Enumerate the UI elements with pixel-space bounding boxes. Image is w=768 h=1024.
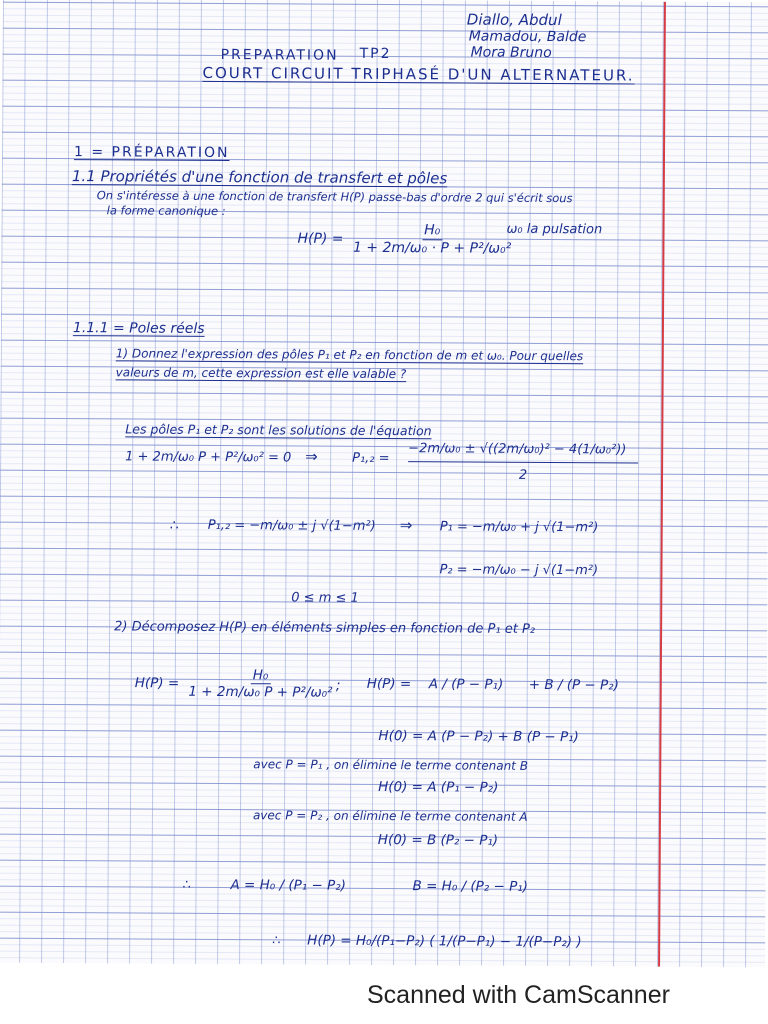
implies-arrow-2: ⇒ [399, 516, 413, 535]
m-condition: 0 ≤ m ≤ 1 [291, 590, 359, 606]
margin-line [658, 2, 666, 967]
intro-line-1: On s'intéresse à une fonction de transfert H(P) passe-bas d'ordre 2 qui s'écrit sous [96, 188, 573, 206]
case-2-result: H(0) = B (P₂ − P₁) [377, 831, 499, 849]
author-3: Mora Bruno [470, 44, 552, 62]
poles-formula [408, 442, 638, 482]
poles-formula-numerator: −2m/ω₀ ± √((2m/ω₀)² − 4(1/ω₀²)) [408, 442, 638, 463]
case-1: avec P = P₁ , on élimine le terme contenant B [253, 757, 529, 773]
pole-2-result: P₂ = −m/ω₀ − j √(1−m²) [439, 562, 599, 579]
tp-label: TP2 [359, 45, 392, 63]
h-simple-b: + B / (P − P₂) [528, 676, 619, 694]
transfer-function [297, 221, 516, 257]
question-2: 2) Décomposez H(P) en éléments simples en fonction de P₁ et P₂ [114, 619, 536, 637]
question-1-line-1: 1) Donnez l'expression des pôles P₁ et P₂ en fonction de m et ω₀. Pour quelles [115, 346, 584, 364]
poles-formula-denominator: 2 [518, 467, 528, 483]
pulsation-note: ω₀ la pulsation [506, 221, 603, 238]
h-simple-a: A / (P − P₁) [428, 676, 504, 693]
page-title: COURT CIRCUIT TRIPHASÉ D'UN ALTERNATEUR. [202, 63, 635, 85]
h0-identity: H(0) = A (P − P₂) + B (P − P₁) [378, 727, 579, 746]
b-value: B = H₀ / (P₂ − P₁) [412, 878, 528, 895]
a-value: A = H₀ / (P₁ − P₂) [230, 877, 346, 894]
h-definition-fraction [186, 667, 334, 701]
h-definition-denominator: 1 + 2m/ω₀ P + P²/ω₀² [188, 683, 333, 701]
h-simple-label: H(P) = [366, 675, 412, 693]
case-2: avec P = P₂ , on élimine le terme contenant A [252, 808, 528, 824]
question-1-line-2: valeurs de m, cette expression est elle valable ? [115, 365, 407, 382]
therefore-symbol-3: ∴ [272, 933, 281, 949]
transfer-function-fraction [351, 222, 513, 258]
poles-simplified: P₁,₂ = −m/ω₀ ± j √(1−m²) [207, 517, 376, 534]
therefore-symbol-2: ∴ [182, 877, 191, 893]
pole-1-result: P₁ = −m/ω₀ + j √(1−m²) [439, 519, 599, 536]
therefore-symbol: ∴ [169, 517, 179, 534]
characteristic-equation: 1 + 2m/ω₀ P + P²/ω₀² = 0 [125, 449, 292, 466]
transfer-function-numerator: H₀ [422, 222, 442, 240]
implies-arrow-1: ⇒ [305, 447, 318, 466]
intro-line-2: la forme canonique : [106, 203, 226, 219]
sub-heading: 1.1 Propriétés d'une fonction de transfert et pôles [71, 167, 448, 188]
transfer-function-label: H(P) = [297, 230, 344, 248]
author-1: Diallo, Abdul [466, 10, 562, 30]
h-definition [135, 666, 338, 701]
h-definition-numerator: H₀ [251, 667, 271, 684]
camscanner-watermark: Scanned with CamScanner [367, 981, 670, 1009]
final-decomposition: H(P) = H₀/(P₁−P₂) ( 1/(P−P₁) − 1/(P−P₂) ) [307, 932, 582, 951]
section-heading: 1 = PRÉPARATION [73, 144, 230, 162]
separator: ; [335, 677, 341, 694]
h-definition-label: H(P) = [134, 675, 180, 692]
transfer-function-denominator: 1 + 2m/ω₀ · P + P²/ω₀² [352, 239, 512, 257]
answer-intro: Les pôles P₁ et P₂ sont les solutions de l'équation [125, 421, 432, 439]
poles-heading: 1.1.1 = Poles réels [72, 320, 205, 337]
case-1-result: H(0) = A (P₁ − P₂) [378, 778, 499, 796]
author-2: Mamadou, Balde [468, 28, 587, 46]
poles-label: P₁,₂ = [352, 450, 390, 467]
prep-label: PREPARATION [220, 46, 339, 64]
